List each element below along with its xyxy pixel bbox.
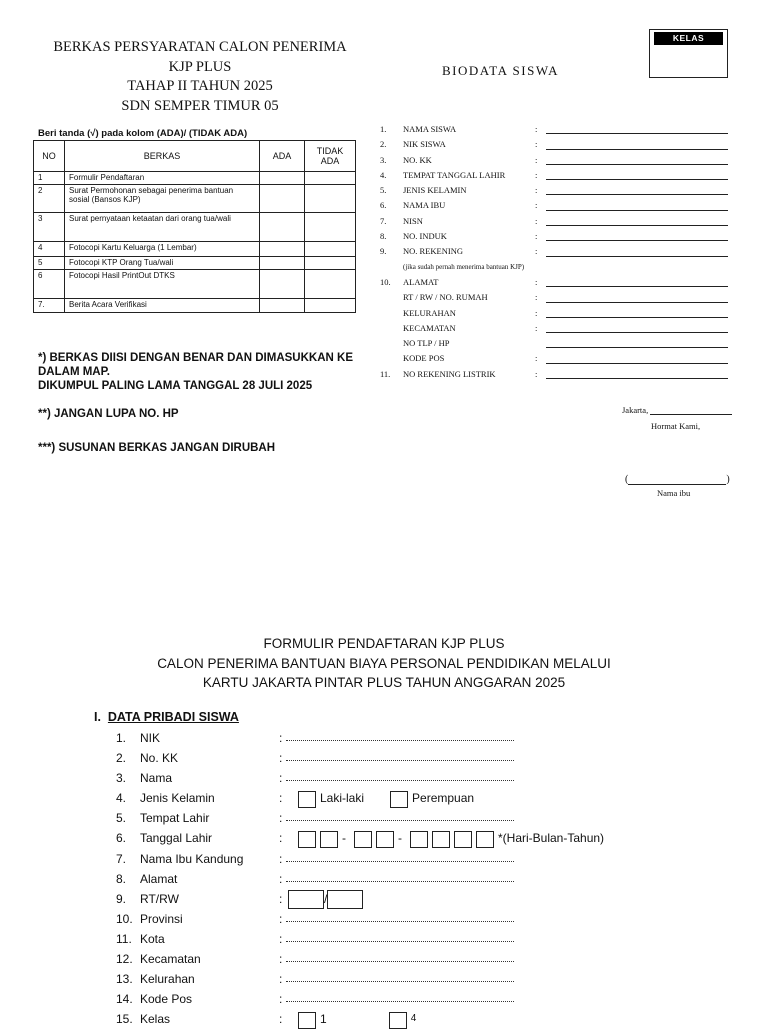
rt-rw-boxes	[288, 889, 367, 909]
form-field-label: NIK	[140, 731, 161, 745]
biodata-row-label: NAMA IBU	[403, 200, 446, 211]
biodata-row-label: RT / RW / NO. RUMAH	[403, 292, 488, 303]
biodata-row-colon: :	[535, 276, 538, 287]
form-field-number: 13.	[116, 972, 133, 987]
biodata-entry-line[interactable]	[546, 210, 728, 211]
header-line-4: SDN SEMPER TIMUR 05	[121, 97, 279, 114]
form-field-label: No. KK	[140, 751, 179, 766]
form-field-colon: :	[279, 791, 283, 806]
tidak-ada-checkbox-cell[interactable]	[305, 242, 356, 257]
form-field-label: Jenis Kelamin	[140, 791, 215, 806]
biodata-row	[380, 367, 730, 382]
gender-options	[298, 788, 474, 808]
form-field-colon: :	[279, 931, 283, 946]
form-field-row	[116, 949, 676, 969]
form-field-colon: :	[279, 751, 283, 766]
kelas-4-label: 4	[410, 1013, 417, 1025]
biodata-row-colon: :	[535, 322, 538, 333]
document-header	[30, 38, 370, 116]
year-digit-box[interactable]	[432, 831, 450, 848]
biodata-row	[380, 336, 730, 351]
row-berkas: Berita Acara Verifikasi	[65, 299, 260, 313]
signature-name-field[interactable]	[625, 474, 730, 485]
biodata-entry-line[interactable]	[546, 302, 728, 303]
form-field-row	[116, 828, 676, 848]
biodata-row-number: 5.	[380, 185, 387, 196]
ada-checkbox-cell[interactable]	[260, 270, 305, 299]
biodata-row-colon: :	[535, 215, 538, 226]
biodata-row	[380, 153, 730, 168]
biodata-row-colon: :	[535, 292, 538, 303]
form-field-row	[116, 969, 676, 989]
year-digit-box[interactable]	[410, 831, 428, 848]
form-field-colon: :	[279, 811, 283, 826]
form-field-row	[116, 869, 676, 889]
section-number: I.	[94, 710, 101, 724]
form-field-label: Kelurahan	[140, 972, 195, 987]
biodata-row	[380, 198, 730, 213]
form-field-number: 11.	[116, 931, 132, 946]
biodata-entry-line[interactable]	[546, 256, 728, 257]
biodata-entry-line[interactable]	[546, 347, 728, 348]
biodata-entry-line[interactable]	[546, 378, 728, 379]
biodata-entry-line[interactable]	[546, 179, 728, 180]
date-format-hint: *(Hari-Bulan-Tahun)	[498, 831, 605, 846]
form-field-number: 9.	[116, 891, 127, 906]
biodata-row-label: KECAMATAN	[403, 322, 456, 333]
biodata-entry-line[interactable]	[546, 149, 728, 150]
form-field-input-line[interactable]	[286, 760, 514, 761]
ada-checkbox-cell[interactable]	[260, 257, 305, 270]
form-field-input-line[interactable]	[286, 921, 514, 922]
biodata-row-colon: :	[535, 246, 538, 257]
row-berkas: Formulir Pendaftaran	[65, 172, 260, 185]
form-field-label: Nama	[140, 771, 173, 786]
day-digit-box[interactable]	[320, 831, 338, 848]
signature-city	[622, 405, 732, 415]
biodata-title: BIODATA SISWA	[442, 63, 560, 78]
note-3: ***) SUSUNAN BERKAS JANGAN DIRUBAH	[38, 442, 276, 454]
form-field-input-line[interactable]	[286, 820, 514, 821]
open-paren: (	[625, 474, 629, 485]
row-no: 7.	[34, 299, 65, 313]
biodata-row-colon: :	[535, 307, 538, 318]
form-title-3: KARTU JAKARTA PINTAR PLUS TAHUN ANGGARAN 2025	[202, 675, 566, 690]
form-field-number: 14.	[116, 992, 133, 1007]
kelas-4-checkbox[interactable]	[389, 1012, 407, 1029]
row-berkas: Fotocopi Hasil PrintOut DTKS	[65, 270, 260, 299]
biodata-row-number: 10.	[380, 276, 391, 287]
biodata-list	[380, 122, 730, 382]
form-field-number: 10.	[116, 911, 133, 926]
biodata-row	[380, 275, 730, 290]
tidak-ada-checkbox-cell[interactable]	[305, 299, 356, 313]
note-1	[38, 351, 368, 393]
biodata-row-number: 8.	[380, 231, 387, 242]
form-field-number: 1.	[116, 731, 127, 745]
form-field-colon: :	[279, 831, 283, 846]
form-field-row	[116, 1009, 676, 1029]
biodata-entry-line[interactable]	[546, 164, 728, 165]
biodata-row-label: NO. INDUK	[403, 231, 447, 242]
form-field-number: 3.	[116, 771, 127, 786]
birthdate-boxes	[298, 828, 604, 848]
biodata-row	[380, 229, 730, 244]
form-field-number: 6.	[116, 831, 127, 846]
form-field-colon: :	[279, 891, 283, 906]
form-field-row	[116, 889, 676, 909]
tidak-ada-checkbox-cell[interactable]	[305, 270, 356, 299]
ada-checkbox-cell[interactable]	[260, 299, 305, 313]
biodata-entry-line[interactable]	[546, 363, 728, 364]
kelas-1-checkbox[interactable]	[298, 1012, 316, 1029]
kelas-box[interactable]	[649, 29, 728, 78]
header-line-3: TAHAP II TAHUN 2025	[127, 78, 273, 94]
section-title	[94, 710, 239, 724]
biodata-row-colon: :	[535, 139, 538, 150]
note-1-text: *) BERKAS DIISI DENGAN BENAR DAN DIMASUKKAN KE DALAM MAP.	[38, 352, 353, 378]
biodata-row-label: (jika sudah pernah menerima bantuan KJP)	[403, 262, 525, 271]
biodata-row-label: NO TLP / HP	[403, 338, 450, 349]
tidak-ada-checkbox-cell[interactable]	[305, 213, 356, 242]
ada-checkbox-cell[interactable]	[260, 213, 305, 242]
biodata-row-number: 11.	[380, 368, 391, 379]
biodata-row	[380, 214, 730, 229]
form-field-number: 5.	[116, 811, 127, 826]
biodata-entry-line[interactable]	[546, 240, 728, 241]
ada-checkbox-cell[interactable]	[260, 242, 305, 257]
biodata-row-colon: :	[535, 200, 538, 211]
form-field-row	[116, 728, 676, 748]
biodata-row-label: NAMA SISWA	[403, 124, 457, 134]
table-row	[34, 299, 356, 313]
rt-rw-separator: /	[324, 891, 328, 906]
row-berkas: Surat Permohonan sebagai penerima bantuan sosial (Bansos KJP)	[65, 185, 260, 213]
biodata-row-label: ALAMAT	[403, 276, 439, 287]
form-field-row	[116, 788, 676, 808]
form-field-colon: :	[279, 992, 283, 1007]
form-field-colon: :	[279, 731, 283, 745]
table-instruction: Beri tanda (√) pada kolom (ADA)/ (TIDAK ADA)	[38, 128, 248, 139]
signature-name-line	[628, 476, 726, 485]
form-field-list	[116, 728, 676, 1029]
table-row	[34, 242, 356, 257]
year-digit-box[interactable]	[454, 831, 472, 848]
biodata-entry-line[interactable]	[546, 286, 728, 287]
biodata-row	[380, 122, 730, 137]
form-title-1: FORMULIR PENDAFTARAN KJP PLUS	[263, 636, 505, 651]
biodata-row-colon: :	[535, 353, 538, 364]
form-field-colon: :	[279, 952, 283, 967]
table-row	[34, 257, 356, 270]
row-no: 1	[34, 172, 65, 185]
form-field-number: 4.	[116, 791, 127, 806]
tidak-ada-checkbox-cell[interactable]	[305, 172, 356, 185]
row-no: 4	[34, 242, 65, 257]
form-field-colon: :	[279, 851, 283, 866]
biodata-row	[380, 183, 730, 198]
biodata-entry-line[interactable]	[546, 133, 728, 134]
biodata-row-label: NO. REKENING	[403, 246, 463, 257]
tidak-ada-checkbox-cell[interactable]	[305, 185, 356, 213]
date-separator: -	[342, 831, 346, 846]
ada-checkbox-cell[interactable]	[260, 185, 305, 213]
biodata-row	[380, 351, 730, 366]
signature-closing: Hormat Kami,	[651, 421, 701, 431]
form-field-label: Provinsi	[140, 911, 183, 926]
biodata-row	[380, 168, 730, 183]
form-field-row	[116, 748, 676, 768]
ada-checkbox-cell[interactable]	[260, 172, 305, 185]
kelas-1-label: 1	[320, 1012, 327, 1027]
biodata-row-colon: :	[535, 169, 538, 180]
form-field-label: Kode Pos	[140, 992, 193, 1007]
form-field-row	[116, 849, 676, 869]
female-checkbox[interactable]	[390, 791, 408, 808]
form-field-number: 2.	[116, 751, 127, 766]
col-header-berkas: BERKAS	[65, 141, 260, 172]
col-header-ada: ADA	[260, 141, 305, 172]
biodata-row-label: TEMPAT TANGGAL LAHIR	[403, 169, 506, 180]
row-no: 2	[34, 185, 65, 213]
note-2: **) JANGAN LUPA NO. HP	[38, 408, 179, 420]
form-field-input-line[interactable]	[286, 941, 514, 942]
form-field-colon: :	[279, 871, 283, 886]
date-separator: -	[398, 831, 402, 846]
biodata-row	[380, 321, 730, 336]
year-digit-box[interactable]	[476, 831, 494, 848]
col-header-tidak-ada: TIDAK ADA	[305, 141, 356, 172]
table-header-row	[34, 141, 356, 172]
signature-city-label: Jakarta,	[622, 405, 649, 415]
biodata-row	[380, 260, 730, 275]
form-field-input-line[interactable]	[286, 861, 514, 862]
form-field-row	[116, 909, 676, 929]
biodata-row-label: NO. KK	[403, 154, 432, 165]
table-row	[34, 213, 356, 242]
biodata-row	[380, 290, 730, 305]
row-no: 6	[34, 270, 65, 299]
biodata-row-colon: :	[535, 368, 538, 379]
form-field-row	[116, 929, 676, 949]
form-field-label: Tempat Lahir	[140, 811, 210, 826]
day-digit-box[interactable]	[298, 831, 316, 848]
form-field-number: 12.	[116, 952, 133, 967]
form-field-label: Nama Ibu Kandung	[140, 851, 244, 866]
form-field-input-line[interactable]	[286, 981, 514, 982]
form-field-input-line[interactable]	[286, 740, 514, 741]
biodata-row	[380, 306, 730, 321]
rw-box[interactable]	[327, 890, 363, 909]
section-heading: DATA PRIBADI SISWA	[107, 710, 239, 724]
col-header-no: NO	[34, 141, 65, 172]
row-berkas: Fotocopi Kartu Keluarga (1 Lembar)	[65, 242, 260, 257]
form-field-label: RT/RW	[140, 891, 179, 906]
form-field-colon: :	[279, 911, 283, 926]
month-digit-box[interactable]	[376, 831, 394, 848]
male-checkbox[interactable]	[298, 791, 316, 808]
berkas-table	[33, 140, 356, 313]
table-row	[34, 185, 356, 213]
biodata-row-label: KODE POS	[403, 353, 445, 364]
biodata-row	[380, 137, 730, 152]
form-field-number: 7.	[116, 851, 127, 866]
form-field-input-line[interactable]	[286, 1001, 514, 1002]
row-berkas: Fotocopi KTP Orang Tua/wali	[65, 257, 260, 270]
form-field-label: Tanggal Lahir	[140, 831, 213, 846]
biodata-row	[380, 244, 730, 259]
signature-name-label: Nama ibu	[657, 488, 691, 498]
kelas-label: KELAS	[654, 32, 723, 45]
form-field-input-line[interactable]	[286, 961, 514, 962]
rt-box[interactable]	[288, 890, 324, 909]
signature-date-line[interactable]	[650, 414, 732, 415]
row-no: 5	[34, 257, 65, 270]
biodata-entry-line[interactable]	[546, 225, 728, 226]
form-field-label: Kecamatan	[140, 952, 201, 967]
form-field-number: 8.	[116, 871, 127, 886]
form-field-row	[116, 808, 676, 828]
biodata-entry-line[interactable]	[546, 317, 728, 318]
biodata-row-number: 9.	[380, 246, 387, 257]
month-digit-box[interactable]	[354, 831, 372, 848]
header-line-2: KJP PLUS	[168, 58, 232, 75]
form-field-row	[116, 989, 676, 1009]
table-row	[34, 270, 356, 299]
biodata-row-colon: :	[535, 185, 538, 196]
female-label: Perempuan	[412, 791, 475, 806]
biodata-entry-line[interactable]	[546, 194, 728, 195]
table-row	[34, 172, 356, 185]
note-1-deadline: DIKUMPUL PALING LAMA TANGGAL 28 JULI 2025	[38, 380, 313, 392]
biodata-row-colon: :	[535, 154, 538, 165]
kelas-options	[298, 1009, 416, 1029]
biodata-entry-line[interactable]	[546, 332, 728, 333]
form-field-colon: :	[279, 1012, 283, 1027]
tidak-ada-checkbox-cell[interactable]	[305, 257, 356, 270]
form-field-label: Kota	[140, 931, 165, 946]
form-field-label: Alamat	[140, 871, 178, 886]
biodata-row-colon: :	[535, 124, 538, 134]
close-paren: )	[726, 474, 730, 485]
biodata-row-number: 6.	[380, 200, 387, 211]
form-field-row	[116, 768, 676, 788]
biodata-row-colon: :	[535, 231, 538, 242]
form-field-number: 15.	[116, 1012, 133, 1027]
form-title-2: CALON PENERIMA BANTUAN BIAYA PERSONAL PENDIDIKAN MELALUI	[157, 656, 611, 671]
biodata-row-label: JENIS KELAMIN	[403, 185, 467, 196]
biodata-row-label: NIK SISWA	[403, 139, 446, 150]
header-line-1: BERKAS PERSYARATAN CALON PENERIMA	[53, 39, 347, 55]
row-no: 3	[34, 213, 65, 242]
form-field-input-line[interactable]	[286, 881, 514, 882]
form-field-input-line[interactable]	[286, 780, 514, 781]
biodata-row-label: NO REKENING LISTRIK	[403, 368, 496, 379]
form-field-label: Kelas	[140, 1012, 171, 1027]
biodata-row-number: 4.	[380, 169, 387, 180]
biodata-row-label: NISN	[403, 215, 423, 226]
biodata-row-label: KELURAHAN	[403, 307, 456, 318]
male-label: Laki-laki	[320, 791, 365, 806]
biodata-row-number: 3.	[380, 154, 387, 165]
form-field-colon: :	[279, 771, 283, 786]
row-berkas: Surat pernyataan ketaatan dari orang tua/wali	[65, 213, 260, 242]
biodata-row-number: 2.	[380, 139, 387, 150]
form-field-colon: :	[279, 972, 283, 987]
biodata-row-number: 1.	[380, 124, 387, 134]
biodata-row-number: 7.	[380, 215, 387, 226]
